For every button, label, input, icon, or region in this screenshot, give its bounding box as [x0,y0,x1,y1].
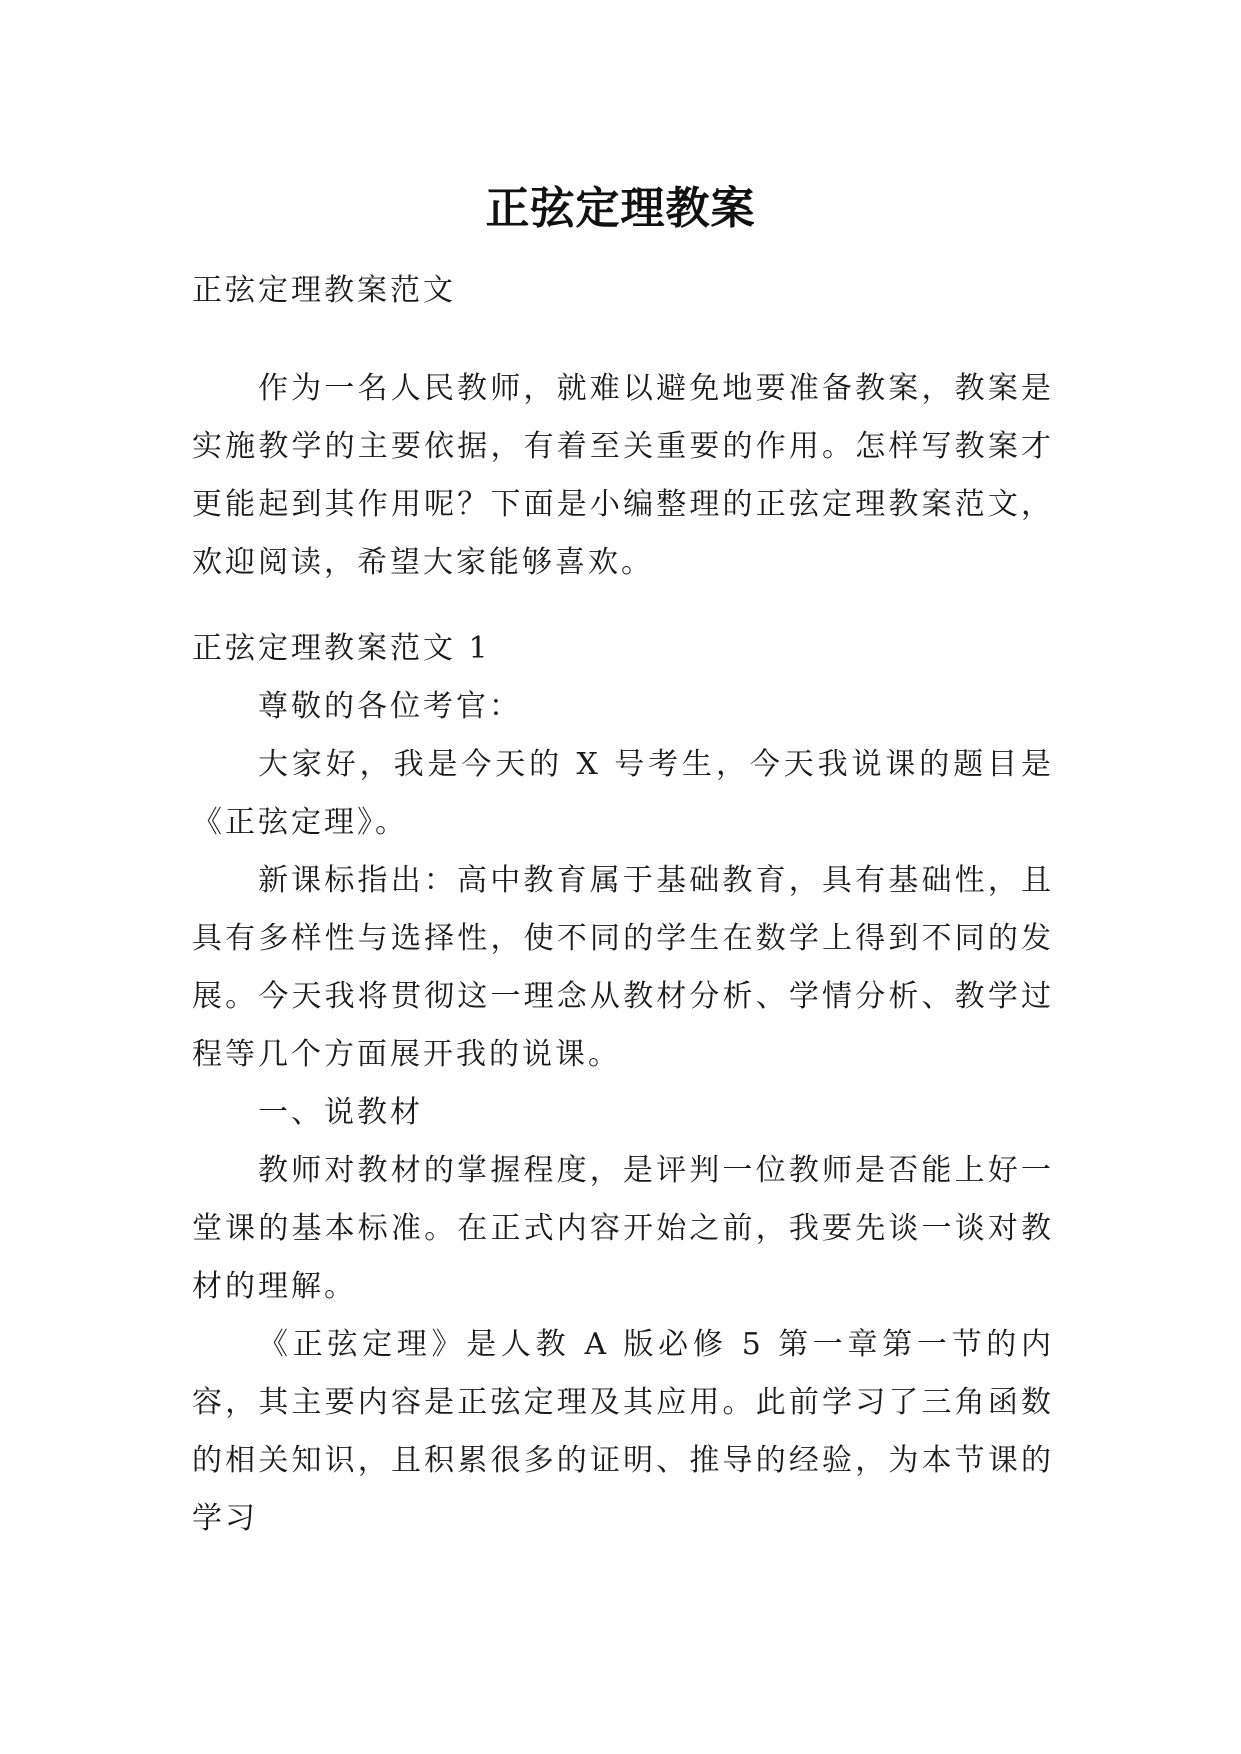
section-heading: 正弦定理教案范文 1 [192,631,491,666]
intro-block [192,360,1054,592]
body-paragraph: 新课标指出：高中教育属于基础教育，具有基础性，且具有多样性与选择性，使不同的学生在数学上得到不同的发展。今天我将贯彻这一理念从教材分析、学情分析、教学过程等几个方面展开我的说课。 [192,863,1054,1072]
document-title: 正弦定理教案 [485,183,756,235]
body-paragraph: 《正弦定理》是人教 A 版必修 5 第一章第一节的内容，其主要内容是正弦定理及其应用。此前学习了三角函数的相关知识，且积累很多的证明、推导的经验，为本节课的学习 [192,1327,1054,1536]
document-subtitle: 正弦定理教案范文 [192,273,456,308]
section-subheading: 一、说教材 [258,1095,423,1130]
body-paragraph: 教师对教材的掌握程度，是评判一位教师是否能上好一堂课的基本标准。在正式内容开始之前，我要先谈一谈对教材的理解。 [192,1153,1054,1304]
document-subtitle-block [192,262,1054,320]
body-paragraph: 大家好，我是今天的 X 号考生，今天我说课的题目是《正弦定理》。 [192,747,1054,840]
section-block [192,620,1054,1548]
intro-paragraph: 作为一名人民教师，就难以避免地要准备教案，教案是实施教学的主要依据，有着至关重要的作用。怎样写教案才更能起到其作用呢？下面是小编整理的正弦定理教案范文，欢迎阅读，希望大家能够喜欢。 [192,371,1054,580]
body-paragraph: 尊敬的各位考官： [258,689,522,724]
